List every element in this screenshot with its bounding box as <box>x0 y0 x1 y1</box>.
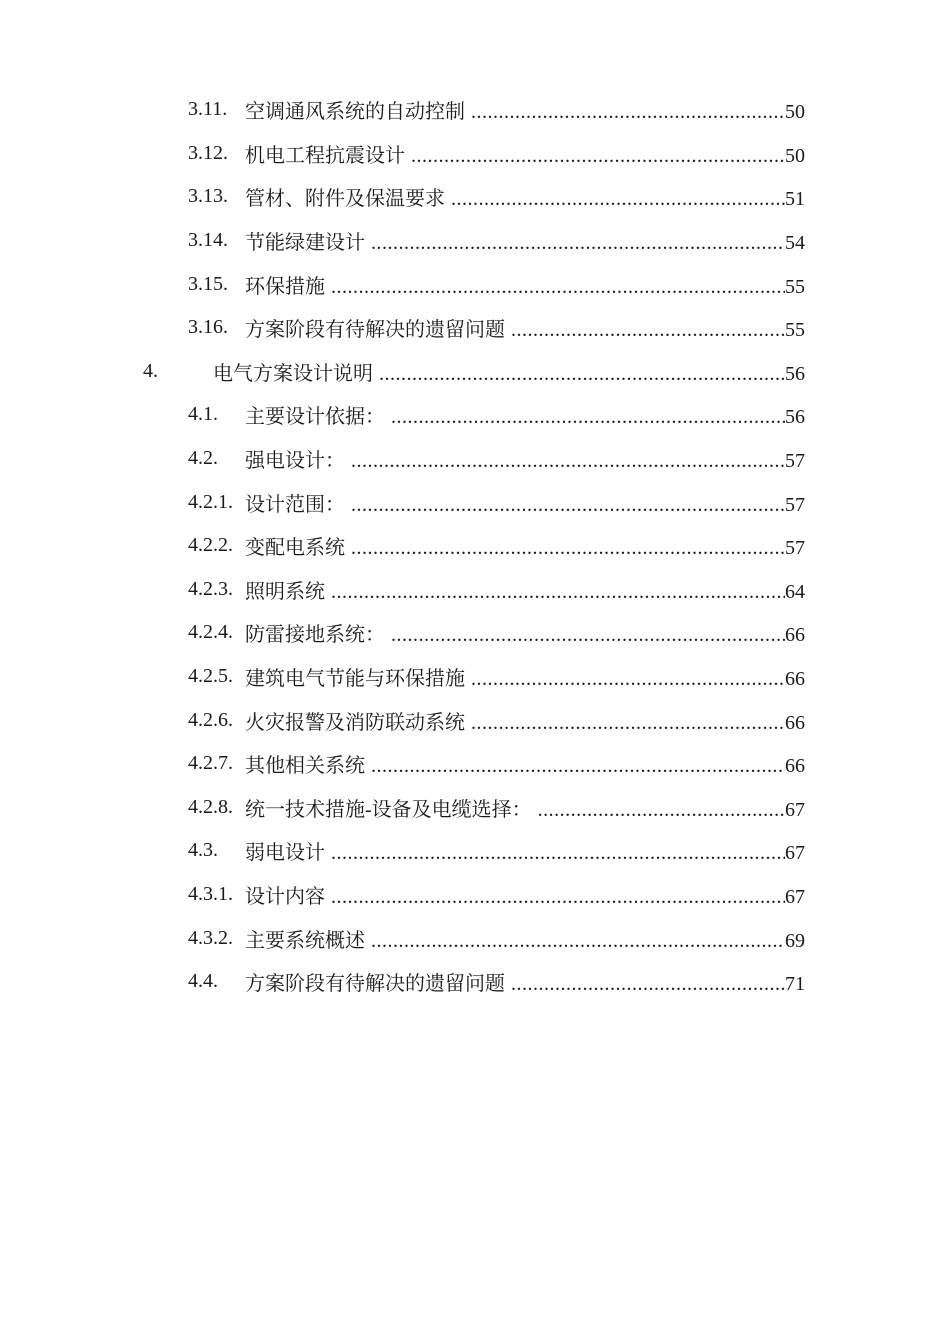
toc-entry[interactable] <box>0 306 950 350</box>
toc-entry[interactable] <box>0 611 950 655</box>
toc-entry-page: 67 <box>785 798 805 821</box>
dot-leader <box>351 450 785 473</box>
toc-entry-number: 3.13. <box>188 185 228 208</box>
toc-entry[interactable] <box>0 698 950 742</box>
dot-leader <box>511 319 785 342</box>
dot-leader <box>538 799 785 822</box>
toc-entry[interactable] <box>0 262 950 306</box>
dot-leader <box>471 712 785 735</box>
dot-leader <box>379 363 785 386</box>
toc-entry-page: 64 <box>785 580 805 603</box>
toc-entry-page: 57 <box>785 493 805 516</box>
dot-leader <box>471 668 785 691</box>
toc-entry-title: 主要系统概述 <box>245 929 365 952</box>
toc-entry-number: 3.11. <box>188 98 228 121</box>
toc-entry[interactable] <box>0 393 950 437</box>
toc-entry-title: 管材、附件及保温要求 <box>245 188 445 211</box>
dot-leader <box>331 581 785 604</box>
toc-entry[interactable] <box>0 350 950 394</box>
toc-entry-number: 4.2.7. <box>188 752 233 775</box>
dot-leader <box>371 930 785 953</box>
toc-entry-number: 4. <box>143 359 158 382</box>
toc-entry-title: 电气方案设计说明 <box>213 362 373 385</box>
toc-entry-page: 50 <box>785 144 805 167</box>
toc-entry[interactable] <box>0 916 950 960</box>
toc-entry[interactable] <box>0 480 950 524</box>
toc-entry-page: 69 <box>785 929 805 952</box>
toc-entry-page: 57 <box>785 537 805 560</box>
toc-entry-page: 55 <box>785 319 805 342</box>
toc-entry[interactable] <box>0 524 950 568</box>
toc-entry-title: 统一技术措施-设备及电缆选择： <box>245 798 532 821</box>
toc-entry-title: 强电设计： <box>245 450 345 473</box>
toc-entry-number: 3.14. <box>188 229 228 252</box>
toc-entry-number: 4.2.2. <box>188 534 233 557</box>
toc-entry-number: 4.4. <box>188 970 218 993</box>
toc-entry-title: 主要设计依据： <box>245 406 385 429</box>
toc-entry-page: 57 <box>785 450 805 473</box>
toc-entry-title: 建筑电气节能与环保措施 <box>245 668 465 691</box>
toc-entry-title: 变配电系统 <box>245 537 345 560</box>
toc-entry[interactable] <box>0 132 950 176</box>
toc-entry-title: 方案阶段有待解决的遗留问题 <box>245 319 505 342</box>
toc-entry-number: 4.3. <box>188 839 218 862</box>
dot-leader <box>511 973 785 996</box>
toc-entry-number: 3.12. <box>188 141 228 164</box>
table-of-contents <box>0 88 950 1003</box>
toc-entry[interactable] <box>0 786 950 830</box>
toc-entry-title: 弱电设计 <box>245 842 325 865</box>
toc-entry-title: 空调通风系统的自动控制 <box>245 101 465 124</box>
toc-entry-number: 4.3.1. <box>188 882 233 905</box>
toc-entry-number: 4.2.5. <box>188 665 233 688</box>
toc-entry-title: 环保措施 <box>245 275 325 298</box>
dot-leader <box>351 537 785 560</box>
dot-leader <box>331 842 785 865</box>
dot-leader <box>391 406 785 429</box>
toc-entry[interactable] <box>0 88 950 132</box>
toc-entry-title: 照明系统 <box>245 580 325 603</box>
dot-leader <box>351 494 785 517</box>
toc-entry[interactable] <box>0 437 950 481</box>
dot-leader <box>371 755 785 778</box>
toc-entry-page: 56 <box>785 406 805 429</box>
toc-entry-number: 4.2. <box>188 447 218 470</box>
toc-entry-number: 4.3.2. <box>188 926 233 949</box>
toc-entry[interactable] <box>0 568 950 612</box>
toc-entry-page: 66 <box>785 668 805 691</box>
dot-leader <box>371 232 785 255</box>
toc-entry-title: 防雷接地系统： <box>245 624 385 647</box>
toc-entry-page: 51 <box>785 188 805 211</box>
dot-leader <box>391 624 785 647</box>
toc-entry-title: 机电工程抗震设计 <box>245 144 405 167</box>
toc-entry-number: 4.2.3. <box>188 577 233 600</box>
toc-entry-number: 4.2.4. <box>188 621 233 644</box>
toc-entry-page: 66 <box>785 624 805 647</box>
toc-entry-title: 火灾报警及消防联动系统 <box>245 711 465 734</box>
toc-entry-title: 其他相关系统 <box>245 755 365 778</box>
toc-entry-number: 4.2.8. <box>188 795 233 818</box>
toc-entry-title: 设计范围： <box>245 493 345 516</box>
toc-entry-page: 67 <box>785 885 805 908</box>
toc-entry-number: 4.2.1. <box>188 490 233 513</box>
dot-leader <box>471 101 785 124</box>
dot-leader <box>411 145 785 168</box>
toc-entry-page: 66 <box>785 755 805 778</box>
toc-entry-page: 56 <box>785 362 805 385</box>
dot-leader <box>451 188 785 211</box>
toc-entry[interactable] <box>0 219 950 263</box>
toc-entry-page: 55 <box>785 275 805 298</box>
toc-entry[interactable] <box>0 829 950 873</box>
toc-entry-number: 4.2.6. <box>188 708 233 731</box>
toc-entry-number: 3.15. <box>188 272 228 295</box>
toc-entry-number: 3.16. <box>188 316 228 339</box>
toc-entry-page: 71 <box>785 973 805 996</box>
toc-entry-page: 54 <box>785 232 805 255</box>
toc-entry-title: 设计内容 <box>245 885 325 908</box>
toc-entry-title: 方案阶段有待解决的遗留问题 <box>245 973 505 996</box>
toc-entry[interactable] <box>0 175 950 219</box>
toc-entry[interactable] <box>0 960 950 1004</box>
toc-entry[interactable] <box>0 873 950 917</box>
toc-entry[interactable] <box>0 655 950 699</box>
toc-entry-page: 67 <box>785 842 805 865</box>
toc-entry-page: 50 <box>785 101 805 124</box>
toc-entry-page: 66 <box>785 711 805 734</box>
toc-entry[interactable] <box>0 742 950 786</box>
dot-leader <box>331 886 785 909</box>
dot-leader <box>331 276 785 299</box>
toc-entry-number: 4.1. <box>188 403 218 426</box>
toc-entry-title: 节能绿建设计 <box>245 232 365 255</box>
